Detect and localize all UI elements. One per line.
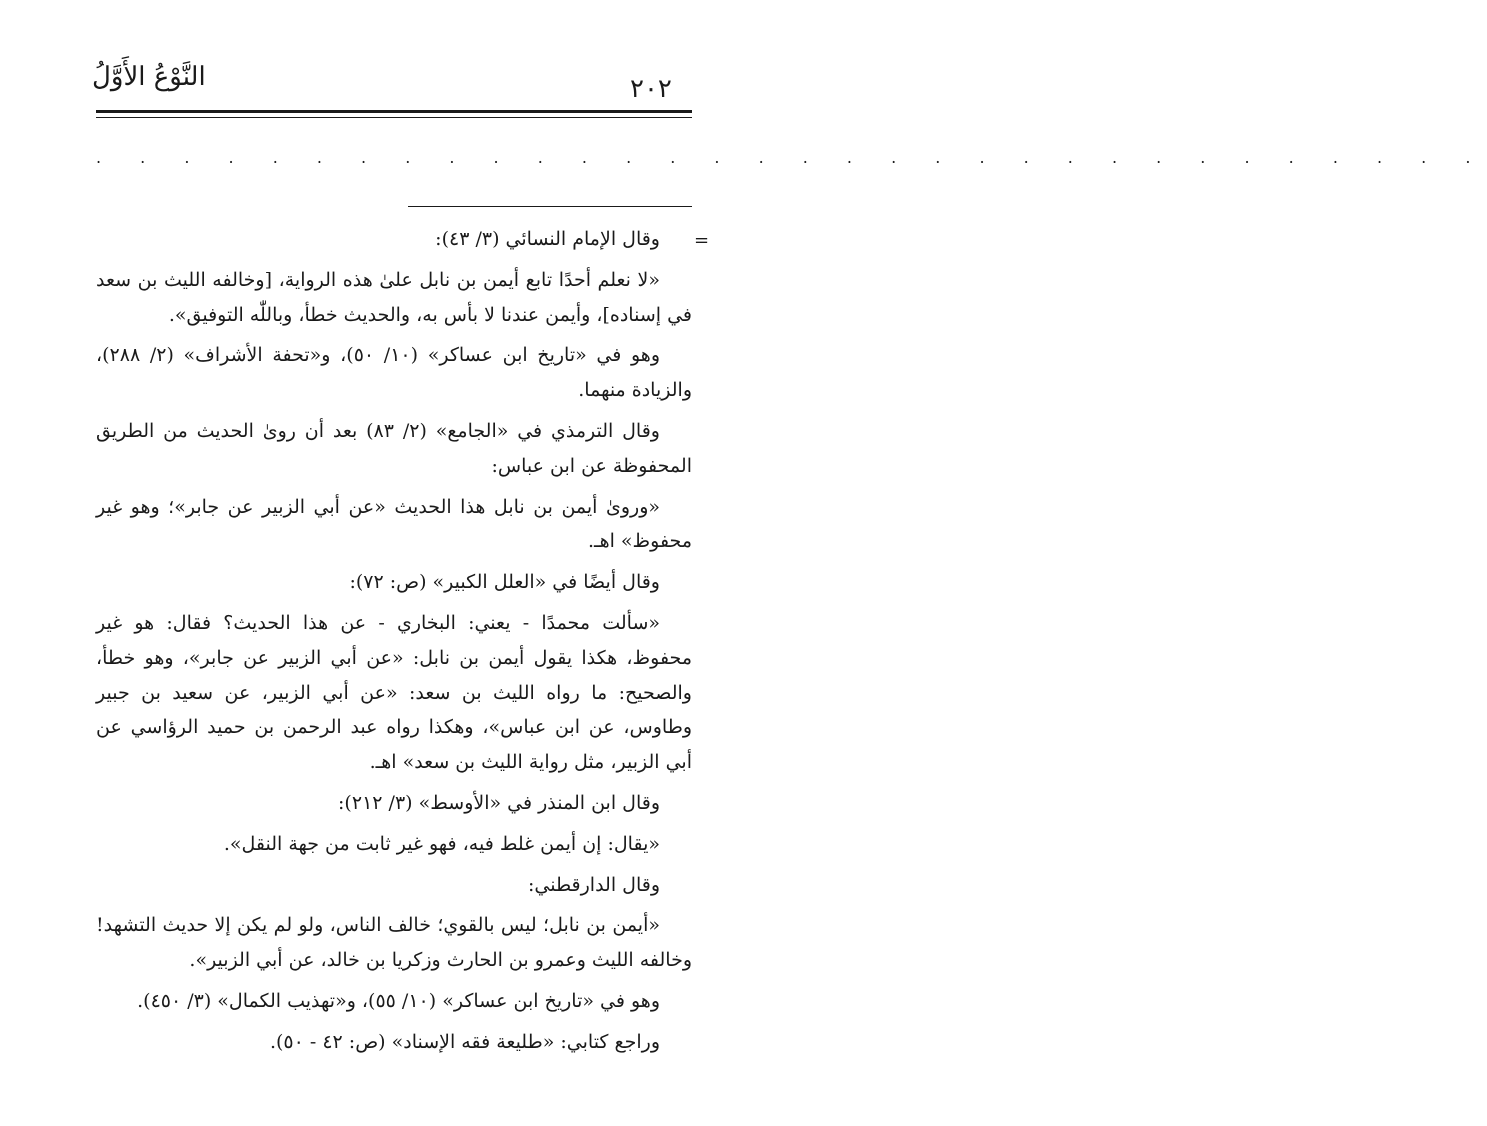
paragraph: وراجع كتابي: «طليعة فقه الإسناد» (ص: ٤٢ - ٥٠). bbox=[269, 1030, 660, 1053]
running-title: النَّوْعُ الأَوَّلُ bbox=[92, 62, 206, 92]
paragraph: وقال الإمام النسائي (٣/ ٤٣): bbox=[435, 228, 660, 250]
footnote-separator bbox=[408, 206, 692, 207]
header-rule-thin bbox=[96, 117, 692, 118]
paragraph: «لا نعلم أحدًا تابع أيمن بن نابل علىٰ هذه الرواية، [وخالفه الليث بن سعد في إسناده]، وأيمن عندنا لا بأس به، والحديث خطأ، وباللّٰه التوفيق». bbox=[96, 268, 692, 326]
paragraph: وقال الدارقطني: bbox=[527, 873, 660, 896]
paragraph: «سألت محمدًا - يعني: البخاري - عن هذا الحديث؟ فقال: هو غير محفوظ، هكذا يقول أيمن بن نابل: «عن أبي الزبير عن جابر»، وهو خطأ، والصحيح: ما رواه الليث بن سعد: «عن أبي الزبير، عن سعيد بن جبير وطاوس، عن ابن عباس»، وهكذا رواه عبد الرحمن بن حميد الرؤاسي عن أبي الزبير، مثل رواية الليث بن سعد» اهـ. bbox=[96, 611, 692, 774]
paragraph: وقال الترمذي في «الجامع» (٢/ ٨٣) بعد أن روىٰ الحديث من الطريق المحفوظة عن ابن عباس: bbox=[96, 419, 692, 477]
paragraph: وهو في «تاريخ ابن عساكر» (١٠/ ٥٥)، و«تهذيب الكمال» (٣/ ٤٥٠). bbox=[137, 989, 660, 1012]
paragraph: وهو في «تاريخ ابن عساكر» (١٠/ ٥٠)، و«تحفة الأشراف» (٢/ ٢٨٨)، والزيادة منهما. bbox=[96, 344, 692, 402]
paragraph: «وروىٰ أيمن بن نابل هذا الحديث «عن أبي الزبير عن جابر»؛ وهو غير محفوظ» اهـ. bbox=[96, 495, 692, 553]
footnote-text bbox=[96, 222, 692, 1060]
paragraph: «يقال: إن أيمن غلط فيه، فهو غير ثابت من جهة النقل». bbox=[223, 832, 660, 855]
paragraph: وقال أيضًا في «العلل الكبير» (ص: ٧٢): bbox=[349, 571, 660, 594]
ellipsis-separator: . . . . . . . . . . . . . . . . . . . . . . . . . . . . . . . . bbox=[96, 148, 1487, 167]
header-rule-thick bbox=[96, 110, 692, 113]
footnote-continuation-mark: = bbox=[694, 230, 710, 251]
paragraph: «أيمن بن نابل؛ ليس بالقوي؛ خالف الناس، ولو لم يكن إلا حديث التشهد! وخالفه الليث وعمرو بن الحارث وزكريا بن خالد، عن أبي الزبير». bbox=[96, 914, 692, 972]
page-number: ٢٠٢ bbox=[630, 74, 672, 104]
paragraph: وقال ابن المنذر في «الأوسط» (٣/ ٢١٢): bbox=[338, 791, 660, 814]
